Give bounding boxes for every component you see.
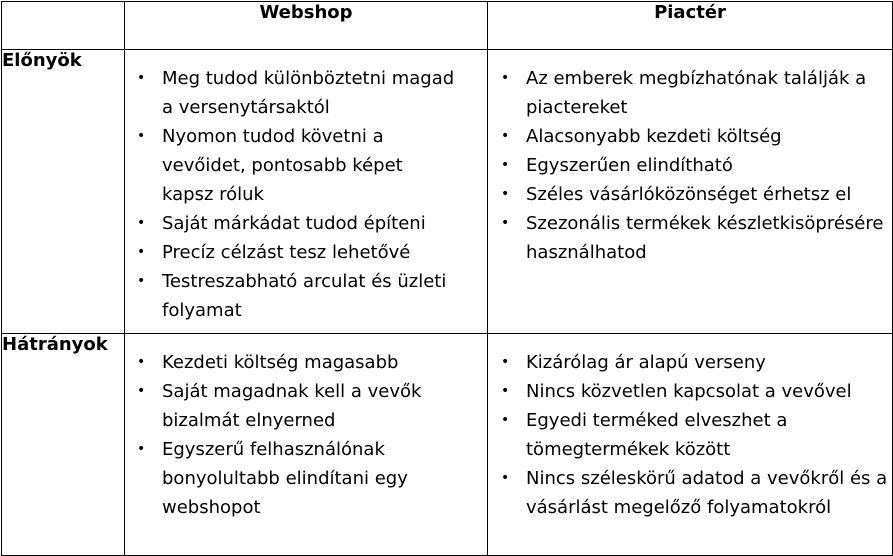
- list-item-text: Egyedi terméked elveszhet a tömegtermékek között: [526, 410, 788, 460]
- list-item-text: Kezdeti költség magasabb: [162, 352, 399, 373]
- list-item: [137, 435, 457, 522]
- list-item: [137, 238, 457, 267]
- comparison-table: [1, 1, 893, 556]
- list-item-text: Testreszabható arculat és üzleti folyamat: [162, 271, 447, 321]
- bullet-icon: •: [137, 215, 146, 231]
- list-item-text: Nyomon tudod követni a vevőidet, pontosabb képet kapsz róluk: [162, 126, 403, 205]
- bullet-icon: •: [501, 215, 510, 231]
- list-item: [501, 151, 888, 180]
- row-header-elonyok: Előnyök: [2, 50, 125, 334]
- row-header-hatranyok: Hátrányok: [2, 334, 125, 556]
- list-item: [137, 377, 457, 435]
- list-item-text: Precíz célzást tesz lehetővé: [162, 242, 411, 263]
- list-item-text: Meg tudod különböztetni magad a versenytársaktól: [162, 68, 455, 118]
- list-item-text: Egyszerűen elindítható: [526, 155, 733, 176]
- bullet-icon: •: [501, 157, 510, 173]
- list-item-text: Széles vásárlóközönséget érhetsz el: [526, 184, 852, 205]
- list-item: [501, 64, 888, 122]
- list-item-text: Kizárólag ár alapú verseny: [526, 352, 766, 373]
- bullet-icon: •: [137, 354, 146, 370]
- list-item: [137, 209, 457, 238]
- list-item: [137, 348, 457, 377]
- list-item: [501, 348, 888, 377]
- list-elonyok-piacter: [488, 50, 892, 267]
- cell-elonyok-piacter: [488, 50, 893, 334]
- bullet-icon: •: [501, 186, 510, 202]
- row-elonyok: [2, 50, 893, 334]
- bullet-icon: •: [501, 412, 510, 428]
- list-item: [501, 122, 888, 151]
- list-item: [137, 64, 457, 122]
- list-hatranyok-piacter: [488, 334, 892, 522]
- list-item: [501, 180, 888, 209]
- list-item: [501, 464, 888, 522]
- list-item: [501, 406, 888, 464]
- list-item-text: Saját magadnak kell a vevők bizalmát elnyerned: [162, 381, 422, 431]
- bullet-icon: •: [137, 441, 146, 457]
- bullet-icon: •: [501, 128, 510, 144]
- list-hatranyok-webshop: [125, 334, 487, 522]
- bullet-icon: •: [137, 128, 146, 144]
- list-item: [137, 122, 457, 209]
- column-header-piacter: Piactér: [488, 2, 893, 50]
- bullet-icon: •: [137, 244, 146, 260]
- header-row: [2, 2, 893, 50]
- cell-elonyok-webshop: [125, 50, 488, 334]
- bullet-icon: •: [501, 70, 510, 86]
- list-item-text: Nincs közvetlen kapcsolat a vevővel: [526, 381, 852, 402]
- list-elonyok-webshop: [125, 50, 487, 325]
- list-item: [501, 377, 888, 406]
- bullet-icon: •: [501, 470, 510, 486]
- bullet-icon: •: [137, 273, 146, 289]
- bullet-icon: •: [137, 70, 146, 86]
- list-item-text: Saját márkádat tudod építeni: [162, 213, 426, 234]
- list-item: [137, 267, 457, 325]
- list-item-text: Alacsonyabb kezdeti költség: [526, 126, 782, 147]
- column-header-webshop: Webshop: [125, 2, 488, 50]
- cell-hatranyok-piacter: [488, 334, 893, 556]
- bullet-icon: •: [501, 354, 510, 370]
- list-item-text: Szezonális termékek készletkisöprésére használhatod: [526, 213, 884, 263]
- corner-cell: [2, 2, 125, 50]
- list-item: [501, 209, 888, 267]
- bullet-icon: •: [501, 383, 510, 399]
- list-item-text: Egyszerű felhasználónak bonyolultabb elindítani egy webshopot: [162, 439, 408, 518]
- list-item-text: Az emberek megbízhatónak találják a piactereket: [526, 68, 867, 118]
- cell-hatranyok-webshop: [125, 334, 488, 556]
- list-item-text: Nincs széleskörű adatod a vevőkről és a vásárlást megelőző folyamatokról: [526, 468, 888, 518]
- bullet-icon: •: [137, 383, 146, 399]
- row-hatranyok: [2, 334, 893, 556]
